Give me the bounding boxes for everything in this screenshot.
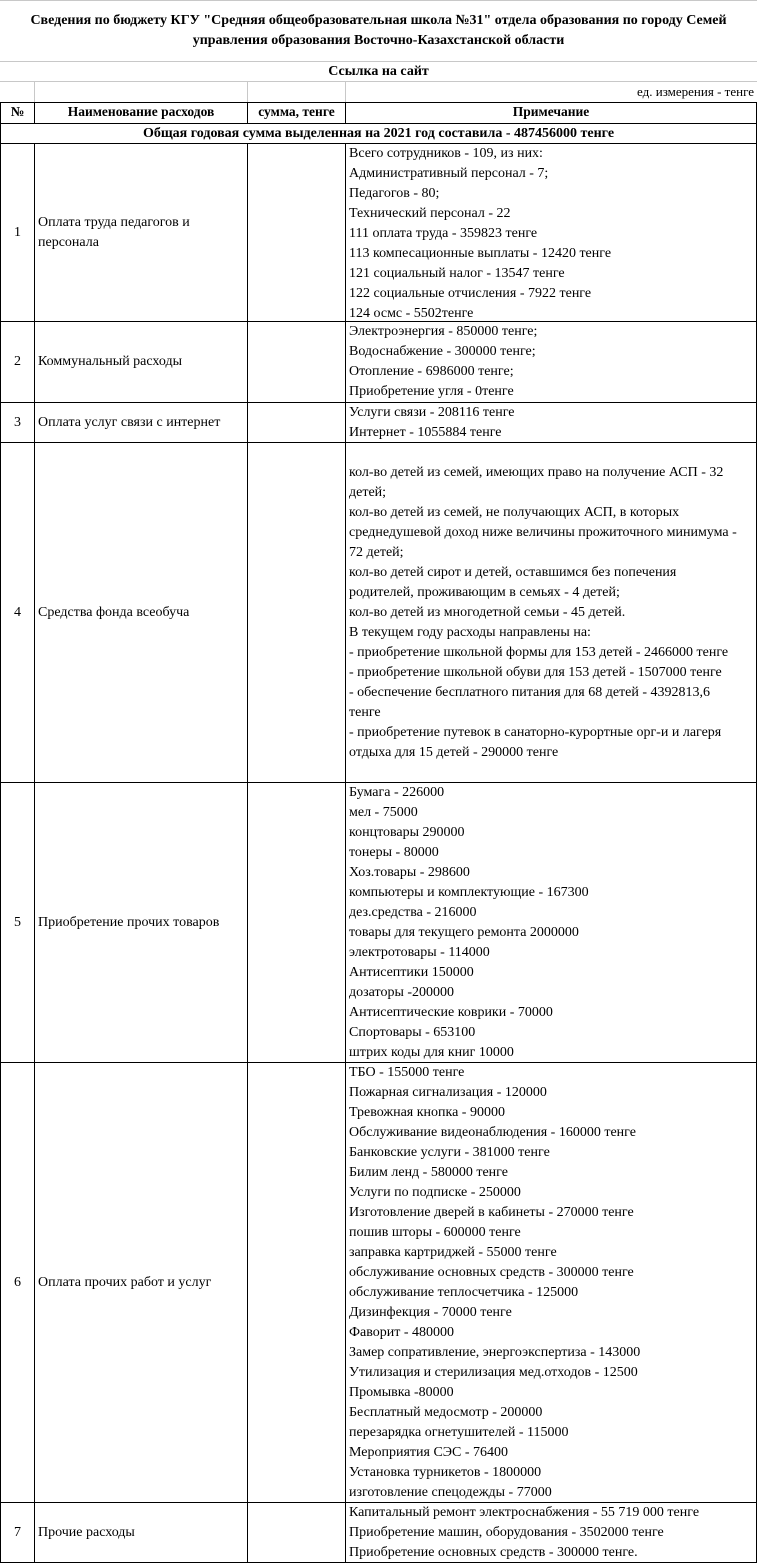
note-line: компьютеры и комплектующие - 167300 <box>349 885 589 900</box>
note-line: Замер сопративление, энергоэкспертиза - 143000 <box>349 1345 641 1360</box>
note-line: Дизинфекция - 70000 тенге <box>349 1305 512 1320</box>
expense-name <box>34 143 248 322</box>
note-line: Банковские услуги - 381000 тенге <box>349 1145 550 1160</box>
expense-name <box>34 321 248 403</box>
document-title-text: Сведения по бюджету КГУ "Средняя общеобразовательная школа №31" отдела образования по городу Семей управления образования Восточно-Казахстанской области <box>30 13 727 48</box>
note-line: кол-во детей сирот и детей, оставшимся без попечения <box>349 565 677 580</box>
row-number: 3 <box>0 402 35 443</box>
note-line: Установка турникетов - 1800000 <box>349 1465 542 1480</box>
note-line: Услуги по подписке - 250000 <box>349 1185 521 1200</box>
row-number: 7 <box>0 1502 35 1563</box>
expense-note <box>345 1062 757 1503</box>
expense-name-text: Коммунальный расходы <box>38 354 183 369</box>
header-number: № <box>0 102 35 124</box>
expense-note <box>345 1502 757 1563</box>
note-line: Капитальный ремонт электроснабжения - 55 719 000 тенге <box>349 1505 700 1520</box>
note-line: Услуги связи - 208116 тенге <box>349 405 515 420</box>
note-line: дозаторы -200000 <box>349 985 455 1000</box>
note-line: Административный персонал - 7; <box>349 166 549 181</box>
expense-amount <box>247 442 346 783</box>
note-line: - приобретение школьной формы для 153 детей - 2466000 тенге <box>349 645 729 660</box>
note-line: - обеспечение бесплатного питания для 68 детей - 4392813,6 <box>349 685 711 700</box>
unit-label: ед. измерения - тенге <box>637 84 754 99</box>
note-line: ТБО - 155000 тенге <box>349 1065 465 1080</box>
note-line: заправка картриджей - 55000 тенге <box>349 1245 557 1260</box>
note-line: Изготовление дверей в кабинеты - 270000 тенге <box>349 1205 634 1220</box>
row-number: 4 <box>0 442 35 783</box>
note-line: пошив шторы - 600000 тенге <box>349 1225 521 1240</box>
note-line: 111 оплата труда - 359823 тенге <box>349 226 538 241</box>
expense-name-text: Оплата прочих работ и услуг <box>38 1274 212 1290</box>
site-link[interactable]: Ссылка на сайт <box>0 62 757 82</box>
note-line: Хоз.товары - 298600 <box>349 865 470 880</box>
note-line: электротовары - 114000 <box>349 945 490 960</box>
expense-name <box>34 782 248 1063</box>
note-line: Интернет - 1055884 тенге <box>349 425 502 440</box>
note-line: Электроэнергия - 850000 тенге; <box>349 324 538 339</box>
row-number: 2 <box>0 321 35 403</box>
note-line: отдыха для 15 детей - 290000 тенге <box>349 745 559 760</box>
note-line: среднедушевой доход ниже величины прожиточного минимума - <box>349 525 737 540</box>
note-line: - приобретение путевок в санаторно-курортные орг-и и лагеря <box>349 725 722 740</box>
expense-note <box>345 143 757 322</box>
note-line: Пожарная сигнализация - 120000 <box>349 1085 547 1100</box>
note-line: Бумага - 226000 <box>349 785 445 800</box>
unit-row <box>0 82 757 102</box>
note-line: перезарядка огнетушителей - 115000 <box>349 1425 569 1440</box>
note-line: Спортовары - 653100 <box>349 1025 476 1040</box>
annual-total: Общая годовая сумма выделенная на 2021 год составила - 487456000 тенге <box>0 123 757 144</box>
header-amount: сумма, тенге <box>247 102 346 124</box>
expense-amount <box>247 1502 346 1563</box>
note-line: Отопление - 6986000 тенге; <box>349 364 514 379</box>
expense-amount <box>247 1062 346 1503</box>
note-line: кол-во детей из семей, не получающих АСП, в которых <box>349 505 680 520</box>
expense-name-text: Приобретение прочих товаров <box>38 914 220 930</box>
note-line: Фаворит - 480000 <box>349 1325 455 1340</box>
row-number: 6 <box>0 1062 35 1503</box>
expense-name <box>34 402 248 443</box>
note-line: Обслуживание видеонаблюдения - 160000 тенге <box>349 1125 636 1140</box>
note-line: тенге <box>349 705 381 720</box>
expense-note <box>345 321 757 403</box>
expense-name-text: Оплата услуг связи с интернет <box>38 414 221 430</box>
header-note: Примечание <box>345 102 757 124</box>
note-line: 113 компесационные выплаты - 12420 тенге <box>349 246 612 261</box>
note-line: Приобретение угля - 0тенге <box>349 384 514 399</box>
expense-name <box>34 1062 248 1503</box>
expense-note <box>345 402 757 443</box>
expense-amount <box>247 321 346 403</box>
note-line: Водоснабжение - 300000 тенге; <box>349 344 536 359</box>
note-line: тонеры - 80000 <box>349 845 439 860</box>
note-line: Тревожная кнопка - 90000 <box>349 1105 505 1120</box>
expense-name-text: Средства фонда всеобуча <box>38 604 190 620</box>
note-line: мел - 75000 <box>349 805 418 820</box>
note-line: Антисептики 150000 <box>349 965 474 980</box>
expense-amount <box>247 143 346 322</box>
note-line: Утилизация и стерилизация мед.отходов - 12500 <box>349 1365 638 1380</box>
note-line: изготовление спецодежды - 77000 <box>349 1485 552 1500</box>
note-line: Бесплатный медосмотр - 200000 <box>349 1405 543 1420</box>
note-line <box>349 443 754 463</box>
note-line: Педагогов - 80; <box>349 186 440 201</box>
expense-note <box>345 782 757 1063</box>
note-line: штрих коды для книг 10000 <box>349 1045 514 1060</box>
note-line: кол-во детей из многодетной семьи - 45 детей. <box>349 605 626 620</box>
expense-note <box>345 442 757 783</box>
note-line: 72 детей; <box>349 545 404 560</box>
note-line: 122 социальные отчисления - 7922 тенге <box>349 286 592 301</box>
note-line: обслуживание основных средств - 300000 тенге <box>349 1265 634 1280</box>
note-line: Технический персонал - 22 <box>349 206 511 221</box>
expense-name-text: Прочие расходы <box>38 1524 135 1540</box>
note-line: концтовары 290000 <box>349 825 465 840</box>
note-line: Всего сотрудников - 109, из них: <box>349 146 543 161</box>
note-line: обслуживание теплосчетчика - 125000 <box>349 1285 579 1300</box>
expense-name <box>34 1502 248 1563</box>
note-line: родителей, проживающим в семьях - 4 детей; <box>349 585 620 600</box>
row-number: 1 <box>0 143 35 322</box>
note-line: кол-во детей из семей, имеющих право на получение АСП - 32 <box>349 465 724 480</box>
note-line: дез.средства - 216000 <box>349 905 477 920</box>
note-line: Приобретение основных средств - 300000 тенге. <box>349 1545 638 1560</box>
note-line: - приобретение школьной обуви для 153 детей - 1507000 тенге <box>349 665 722 680</box>
note-line: Билим ленд - 580000 тенге <box>349 1165 508 1180</box>
note-line: товары для текущего ремонта 2000000 <box>349 925 579 940</box>
note-line: Промывка -80000 <box>349 1385 454 1400</box>
note-line: Антисептические коврики - 70000 <box>349 1005 553 1020</box>
note-line: Мероприятия СЭС - 76400 <box>349 1445 509 1460</box>
row-number: 5 <box>0 782 35 1063</box>
note-line: 124 осмс - 5502тенге <box>349 306 474 321</box>
expense-name-text: Оплата труда педагогов и персонала <box>38 214 190 250</box>
note-line: детей; <box>349 485 387 500</box>
document-title <box>0 0 757 62</box>
note-line: 121 социальный налог - 13547 тенге <box>349 266 565 281</box>
expense-amount <box>247 782 346 1063</box>
expense-name <box>34 442 248 783</box>
note-line: В текущем году расходы направлены на: <box>349 625 591 640</box>
note-line: Приобретение машин, оборудования - 3502000 тенге <box>349 1525 664 1540</box>
header-expense-name: Наименование расходов <box>34 102 248 124</box>
expense-amount <box>247 402 346 443</box>
